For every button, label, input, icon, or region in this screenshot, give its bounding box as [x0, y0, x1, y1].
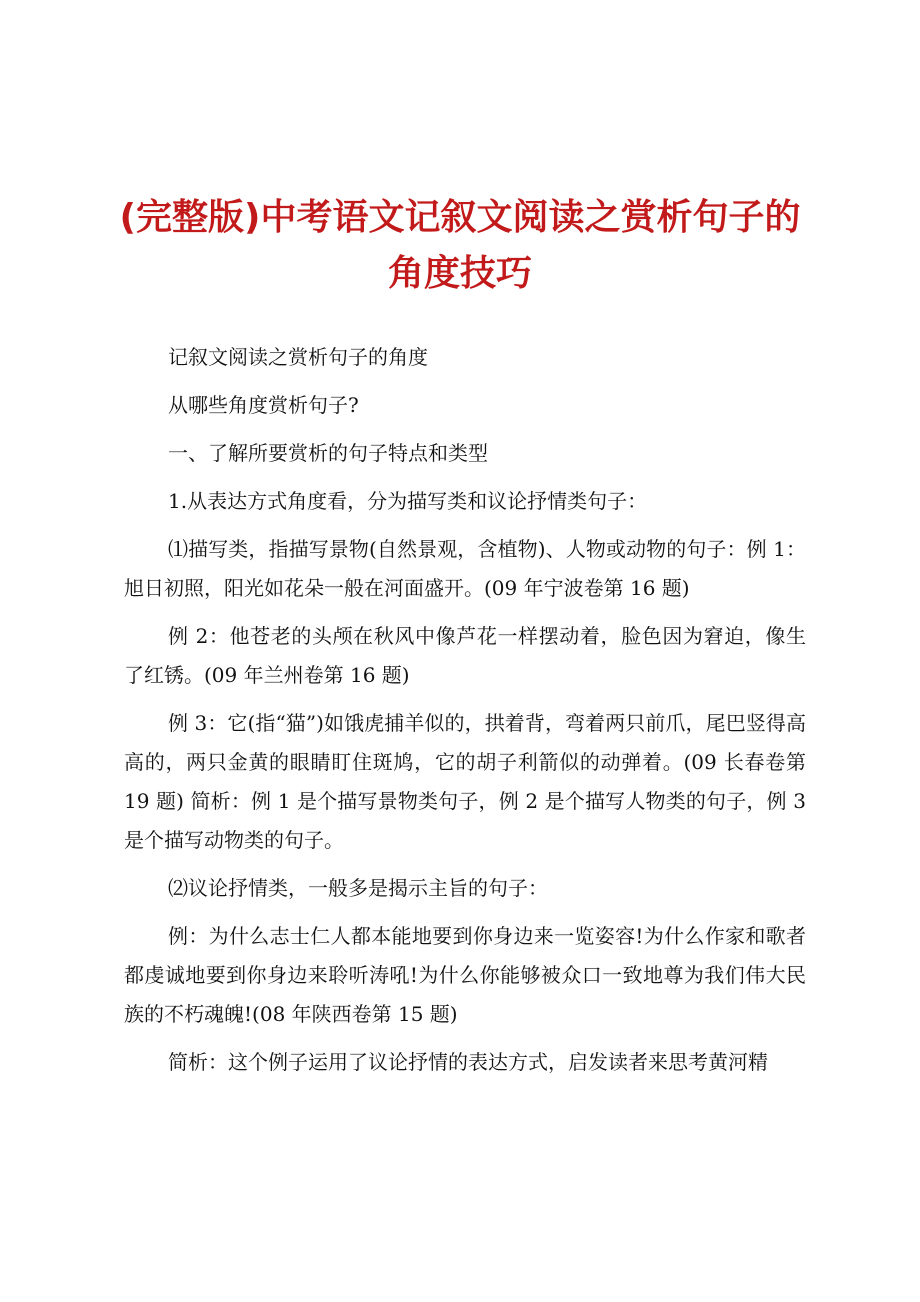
section-heading-1: 一、了解所要赏析的句子特点和类型	[168, 441, 488, 465]
paragraph-example-4: 例：为什么志士仁人都本能地要到你身边来一览姿容!为什么作家和歌者都虔诚地要到你身边来聆听涛吼!为什么你能够被众口一致地尊为我们伟大民族的不朽魂魄!(08 年陕西卷第 15 题)	[124, 924, 806, 1026]
document-body	[124, 338, 806, 1091]
paragraph-descriptive: ⑴描写类，指描写景物(自然景观，含植物)、人物或动物的句子：例 1：旭日初照，阳光如花朵一般在河面盛开。(09 年宁波卷第 16 题)	[124, 537, 806, 600]
paragraph-heading: 记叙文阅读之赏析句子的角度	[168, 345, 428, 369]
paragraph-question: 从哪些角度赏析句子?	[168, 393, 359, 417]
paragraph-example-3: 例 3：它(指“猫”)如饿虎捕羊似的，拱着背，弯着两只前爪，尾巴竖得高高的，两只金黄的眼睛盯住斑鸠，它的胡子利箭似的动弹着。(09 长春卷第 19 题) 简析：例 1 是个描写景物类句子，例 2 是个描写人物类的句子，例 3 是个描写动物类的句子。	[124, 711, 806, 852]
document-title: (完整版)中考语文记叙文阅读之赏析句子的角度技巧	[119, 197, 801, 294]
paragraph-example-2: 例 2：他苍老的头颅在秋风中像芦花一样摆动着，脸色因为窘迫，像生了红锈。(09 年兰州卷第 16 题)	[124, 624, 806, 687]
subsection-heading-1: 1.从表达方式角度看，分为描写类和议论抒情类句子：	[168, 489, 648, 513]
paragraph-argumentative: ⑵议论抒情类，一般多是揭示主旨的句子：	[168, 876, 548, 900]
paragraph-analysis: 简析：这个例子运用了议论抒情的表达方式，启发读者来思考黄河精	[168, 1050, 768, 1074]
